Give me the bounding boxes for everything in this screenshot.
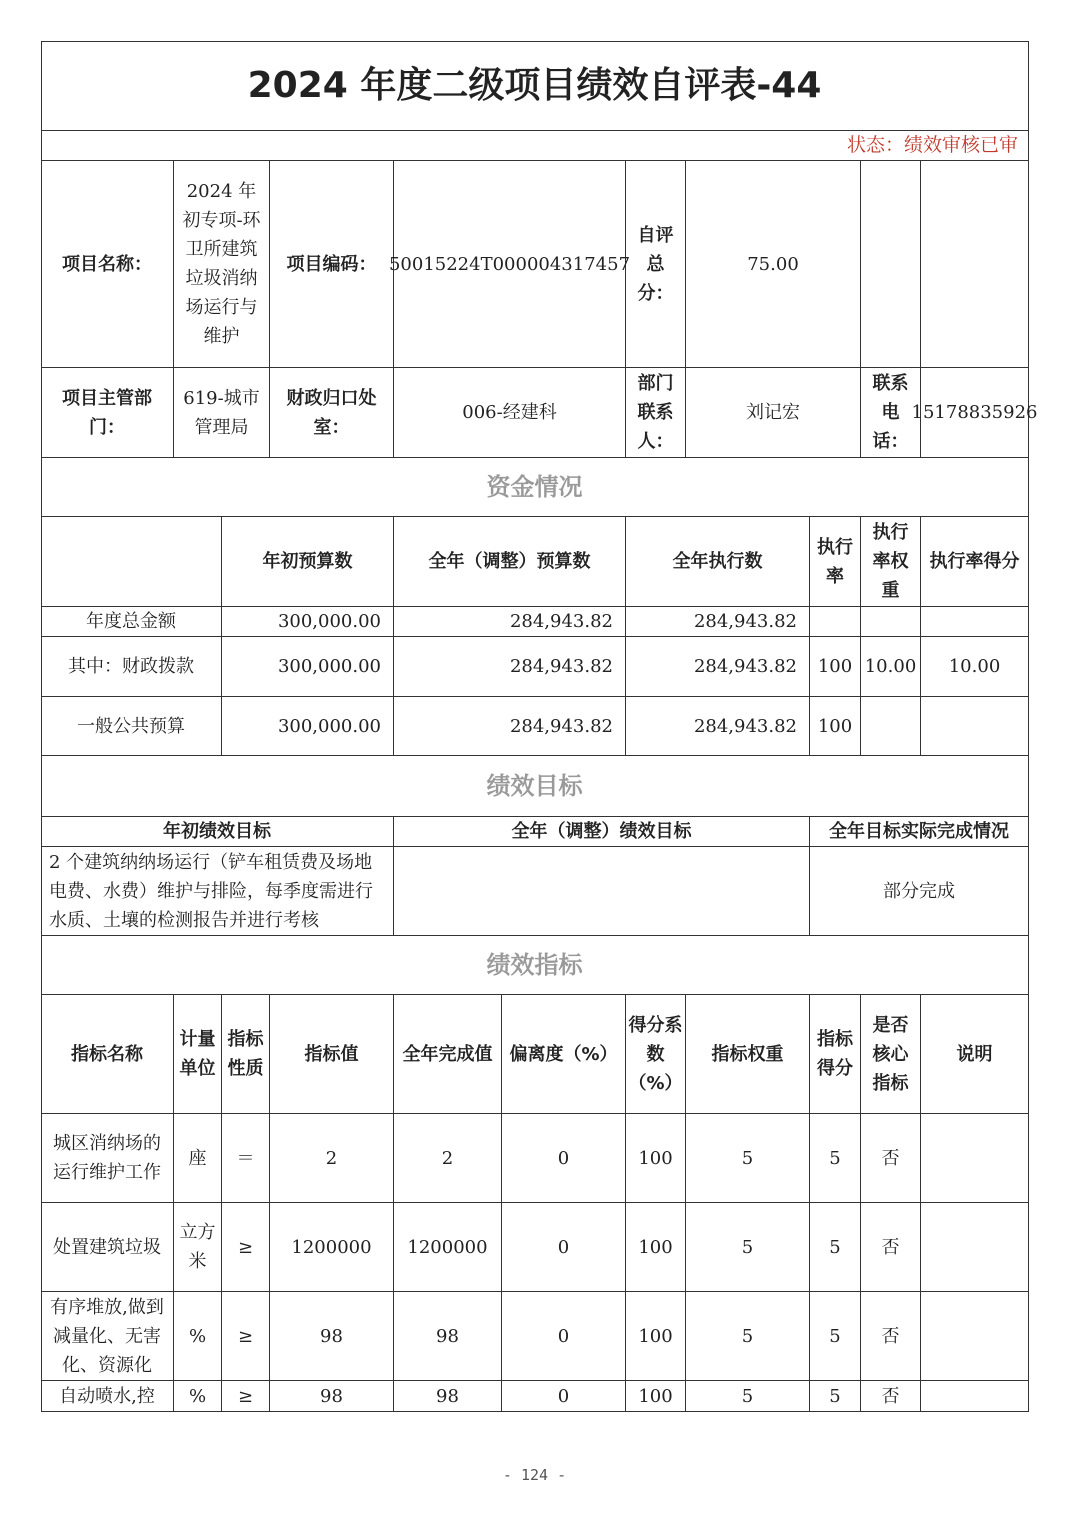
project-code-label: 项目编码： xyxy=(270,161,394,368)
indicator-value: 100 xyxy=(626,1292,686,1381)
indicator-value xyxy=(921,1114,1029,1203)
adjusted-goal-text xyxy=(394,847,810,936)
funds-value: 300,000.00 xyxy=(222,637,394,697)
indicator-value: 98 xyxy=(270,1381,394,1412)
indicator-value: ≥ xyxy=(222,1292,270,1381)
indicator-value: 100 xyxy=(626,1203,686,1292)
indicators-header: 偏离度（%） xyxy=(502,995,626,1114)
contact-value: 刘记宏 xyxy=(686,368,861,458)
indicator-value: 5 xyxy=(686,1203,810,1292)
indicator-value: ≥ xyxy=(222,1381,270,1412)
funds-value: 284,943.82 xyxy=(626,697,810,756)
funds-row-label: 一般公共预算 xyxy=(41,697,222,756)
indicator-value: 98 xyxy=(394,1292,502,1381)
goals-header: 年初绩效目标 xyxy=(41,817,394,847)
section-title-goals: 绩效目标 xyxy=(41,756,1029,817)
indicator-value: 否 xyxy=(861,1114,921,1203)
funds-value: 284,943.82 xyxy=(626,637,810,697)
project-code-value: 50015224T000004317457 xyxy=(394,161,626,368)
indicator-value: ≥ xyxy=(222,1203,270,1292)
finance-office-label: 财政归口处室： xyxy=(270,368,394,458)
indicator-value: 1200000 xyxy=(394,1203,502,1292)
indicator-value: 5 xyxy=(686,1292,810,1381)
indicators-header: 指标权重 xyxy=(686,995,810,1114)
indicator-value: 立方米 xyxy=(174,1203,222,1292)
indicator-name: 自动喷水,控 xyxy=(41,1381,174,1412)
funds-value xyxy=(921,697,1029,756)
phone-value: 15178835926 xyxy=(921,368,1029,458)
page-title: 2024 年度二级项目绩效自评表-44 xyxy=(41,41,1029,131)
funds-value: 284,943.82 xyxy=(394,637,626,697)
funds-header: 执行率 xyxy=(810,517,861,607)
goals-header: 全年（调整）绩效目标 xyxy=(394,817,810,847)
indicator-value: 0 xyxy=(502,1203,626,1292)
goals-header: 全年目标实际完成情况 xyxy=(810,817,1029,847)
empty-cell xyxy=(861,161,921,368)
funds-value xyxy=(921,607,1029,637)
indicator-value xyxy=(921,1292,1029,1381)
indicators-header: 说明 xyxy=(921,995,1029,1114)
funds-row-label: 年度总金额 xyxy=(41,607,222,637)
indicator-value: 100 xyxy=(626,1114,686,1203)
funds-value: 10.00 xyxy=(921,637,1029,697)
dept-value: 619-城市管理局 xyxy=(174,368,270,458)
funds-row-label: 其中：财政拨款 xyxy=(41,637,222,697)
indicator-value: 5 xyxy=(810,1292,861,1381)
funds-header: 全年（调整）预算数 xyxy=(394,517,626,607)
indicator-value: 0 xyxy=(502,1381,626,1412)
actual-completion-text: 部分完成 xyxy=(810,847,1029,936)
indicators-header: 指标值 xyxy=(270,995,394,1114)
self-score-value: 75.00 xyxy=(686,161,861,368)
funds-header: 执行率权重 xyxy=(861,517,921,607)
funds-header xyxy=(41,517,222,607)
indicator-value: 2 xyxy=(394,1114,502,1203)
indicator-value: 98 xyxy=(394,1381,502,1412)
indicator-value xyxy=(921,1203,1029,1292)
phone-label: 联系电话： xyxy=(861,368,921,458)
indicators-header: 指标名称 xyxy=(41,995,174,1114)
project-name-label: 项目名称： xyxy=(41,161,174,368)
funds-value: 284,943.82 xyxy=(626,607,810,637)
section-title-indicators: 绩效指标 xyxy=(41,936,1029,995)
section-title-funds: 资金情况 xyxy=(41,458,1029,517)
contact-label: 部门联系人： xyxy=(626,368,686,458)
page-number: - 124 - xyxy=(502,1466,567,1484)
funds-header: 执行率得分 xyxy=(921,517,1029,607)
indicator-value: 5 xyxy=(686,1381,810,1412)
self-score-label: 自评总分： xyxy=(626,161,686,368)
indicator-value: 5 xyxy=(810,1203,861,1292)
dept-label: 项目主管部门： xyxy=(41,368,174,458)
indicator-value: 5 xyxy=(810,1114,861,1203)
indicators-header: 全年完成值 xyxy=(394,995,502,1114)
indicator-value: % xyxy=(174,1381,222,1412)
funds-value: 100 xyxy=(810,637,861,697)
empty-cell xyxy=(921,161,1029,368)
initial-goal-text: 2 个建筑纳纳场运行（铲车租赁费及场地电费、水费）维护与排险，每季度需进行水质、土壤的检测报告并进行考核 xyxy=(41,847,394,936)
indicator-value: 否 xyxy=(861,1292,921,1381)
indicator-value: ＝ xyxy=(222,1114,270,1203)
funds-value: 284,943.82 xyxy=(394,607,626,637)
indicator-value: 否 xyxy=(861,1203,921,1292)
indicator-value: % xyxy=(174,1292,222,1381)
indicators-header: 得分系数（%） xyxy=(626,995,686,1114)
funds-value xyxy=(810,607,861,637)
indicator-value: 98 xyxy=(270,1292,394,1381)
indicators-header: 是否核心指标 xyxy=(861,995,921,1114)
indicator-value: 否 xyxy=(861,1381,921,1412)
indicator-value: 2 xyxy=(270,1114,394,1203)
indicator-value: 0 xyxy=(502,1114,626,1203)
indicator-value: 1200000 xyxy=(270,1203,394,1292)
funds-value: 284,943.82 xyxy=(394,697,626,756)
indicator-value: 100 xyxy=(626,1381,686,1412)
indicator-name: 有序堆放,做到减量化、无害化、资源化 xyxy=(41,1292,174,1381)
funds-header: 年初预算数 xyxy=(222,517,394,607)
status-badge: 状态：绩效审核已审 xyxy=(41,131,1029,161)
funds-value: 300,000.00 xyxy=(222,697,394,756)
funds-header: 全年执行数 xyxy=(626,517,810,607)
indicator-value xyxy=(921,1381,1029,1412)
indicator-value: 0 xyxy=(502,1292,626,1381)
funds-value: 300,000.00 xyxy=(222,607,394,637)
indicators-header: 指标性质 xyxy=(222,995,270,1114)
funds-value: 10.00 xyxy=(861,637,921,697)
indicator-value: 座 xyxy=(174,1114,222,1203)
indicator-name: 城区消纳场的运行维护工作 xyxy=(41,1114,174,1203)
indicator-value: 5 xyxy=(810,1381,861,1412)
indicator-value: 5 xyxy=(686,1114,810,1203)
indicators-header: 计量单位 xyxy=(174,995,222,1114)
project-name-value: 2024 年初专项-环卫所建筑垃圾消纳场运行与维护 xyxy=(174,161,270,368)
finance-office-value: 006-经建科 xyxy=(394,368,626,458)
funds-value xyxy=(861,607,921,637)
funds-value: 100 xyxy=(810,697,861,756)
indicator-name: 处置建筑垃圾 xyxy=(41,1203,174,1292)
funds-value xyxy=(861,697,921,756)
indicators-header: 指标得分 xyxy=(810,995,861,1114)
